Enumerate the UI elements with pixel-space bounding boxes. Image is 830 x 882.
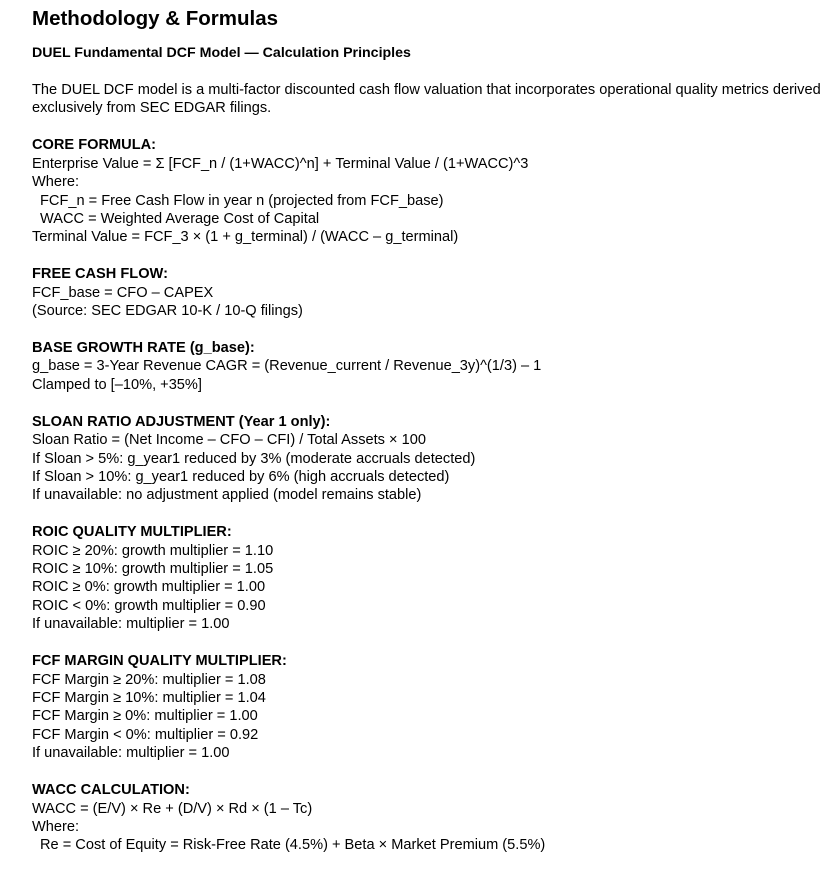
formula-line: Where: (32, 818, 80, 835)
formula-line: If unavailable: multiplier = 1.00 (32, 745, 230, 762)
section-base-growth-rate-g-base (32, 339, 830, 394)
section-heading: BASE GROWTH RATE (g_base): (32, 339, 255, 356)
formula-line: Terminal Value = FCF_3 × (1 + g_terminal) / (WACC – g_terminal) (32, 229, 459, 246)
section-roic-quality-multiplier (32, 523, 830, 633)
section-core-formula (32, 136, 830, 246)
section-sloan-ratio-adjustment-year-1-only (32, 413, 830, 505)
formula-line: Where: (32, 174, 80, 191)
sections-container (32, 136, 830, 854)
formula-line: Enterprise Value = Σ [FCF_n / (1+WACC)^n] + Terminal Value / (1+WACC)^3 (32, 155, 529, 172)
section-heading: FREE CASH FLOW: (32, 266, 168, 283)
page-title: Methodology & Formulas (32, 7, 278, 30)
section-heading: FCF MARGIN QUALITY MULTIPLIER: (32, 653, 287, 670)
section-wacc-calculation (32, 781, 830, 855)
section-heading: SLOAN RATIO ADJUSTMENT (Year 1 only): (32, 413, 331, 430)
section-free-cash-flow (32, 265, 830, 320)
formula-line: If Sloan > 5%: g_year1 reduced by 3% (moderate accruals detected) (32, 450, 476, 467)
formula-line: FCF Margin ≥ 0%: multiplier = 1.00 (32, 708, 258, 725)
page-subtitle: DUEL Fundamental DCF Model — Calculation Principles (32, 45, 411, 61)
formula-line: ROIC ≥ 20%: growth multiplier = 1.10 (32, 542, 274, 559)
intro-paragraph: The DUEL DCF model is a multi-factor discounted cash flow valuation that incorporates operational quality metrics derived exclusively from SEC EDGAR filings. (32, 82, 821, 117)
formula-line: If unavailable: multiplier = 1.00 (32, 616, 230, 633)
formula-line: FCF Margin ≥ 20%: multiplier = 1.08 (32, 671, 266, 688)
formula-line: ROIC ≥ 0%: growth multiplier = 1.00 (32, 579, 266, 596)
formula-line: ROIC ≥ 10%: growth multiplier = 1.05 (32, 561, 274, 578)
formula-line: WACC = Weighted Average Cost of Capital (40, 210, 320, 227)
formula-line: ROIC < 0%: growth multiplier = 0.90 (32, 597, 266, 614)
formula-line: If unavailable: no adjustment applied (model remains stable) (32, 487, 422, 504)
formula-line: FCF_base = CFO – CAPEX (32, 284, 214, 301)
section-heading: CORE FORMULA: (32, 137, 157, 154)
formula-line: Re = Cost of Equity = Risk-Free Rate (4.5%) + Beta × Market Premium (5.5%) (40, 837, 546, 854)
formula-line: g_base = 3-Year Revenue CAGR = (Revenue_current / Revenue_3y)^(1/3) – 1 (32, 358, 542, 375)
formula-line: (Source: SEC EDGAR 10-K / 10-Q filings) (32, 303, 303, 320)
formula-line: FCF Margin < 0%: multiplier = 0.92 (32, 726, 259, 743)
formula-line: FCF Margin ≥ 10%: multiplier = 1.04 (32, 689, 266, 706)
formula-line: WACC = (E/V) × Re + (D/V) × Rd × (1 – Tc) (32, 800, 313, 817)
formula-line: Clamped to [–10%, +35%] (32, 376, 202, 393)
formula-line: FCF_n = Free Cash Flow in year n (projected from FCF_base) (40, 192, 444, 209)
formula-line: If Sloan > 10%: g_year1 reduced by 6% (high accruals detected) (32, 468, 450, 485)
formula-line: Sloan Ratio = (Net Income – CFO – CFI) / Total Assets × 100 (32, 432, 426, 449)
section-heading: WACC CALCULATION: (32, 782, 190, 799)
section-fcf-margin-quality-multiplier (32, 652, 830, 762)
section-heading: ROIC QUALITY MULTIPLIER: (32, 524, 232, 541)
